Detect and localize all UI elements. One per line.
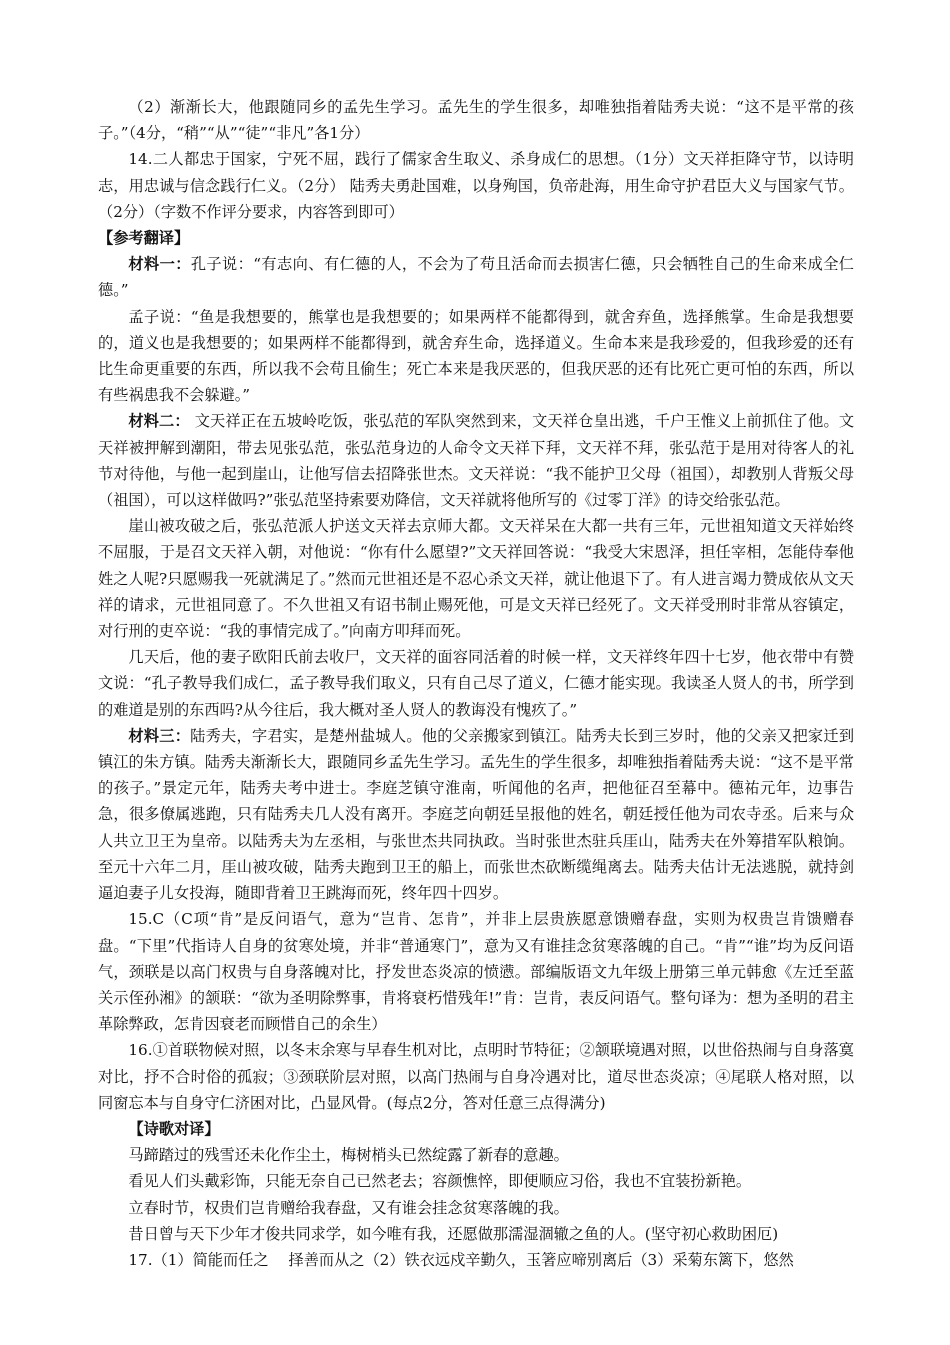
material-1-label: 材料一： [128, 255, 191, 274]
poem-line: 昔日曾与天下少年才俊共同求学，如今唯有我，还愿做那濡湿涸辙之鱼的人。(坚守初心救助困厄) [128, 1224, 779, 1243]
answer-16: 16.①首联物候对照，以冬末余寒与早春生机对比，点明时节特征；②颔联境遇对照，以世俗热闹与自身落寞对比，抒不合时俗的孤寂；③颈联阶层对照，以高门热闹与自身冷遇对比，道尽世态炎凉；④尾联人格对照，以同窗忘本与自身守仁济困对比，凸显风骨。(每点2分，答对任意三点得满分) [98, 1041, 854, 1112]
material-2-paragraph-1 [98, 408, 854, 513]
material-1-paragraph-1 [98, 251, 854, 303]
poem-translation [98, 1142, 854, 1247]
answer-17: 17.（1）简能而任之 择善而从之（2）铁衣远戍辛勤久，玉箸应啼别离后（3）采菊东篱下，悠然 [128, 1250, 794, 1269]
material-2-text-1: 文天祥正在五坡岭吃饭，张弘范的军队突然到来，文天祥仓皇出逃，千户王惟义上前抓住了他。文天祥被押解到潮阳，带去见张弘范，张弘范身边的人命令文天祥下拜，文天祥不拜，张弘范于是用对待客人的礼节对待他，与他一起到崖山，让他写信去招降张世杰。文天祥说：“我不能护卫父母（祖国），却教别人背叛父母（祖国），可以这样做吗?”张弘范坚持索要劝降信，文天祥就将他所写的《过零丁洋》的诗交给张弘范。 [98, 412, 855, 510]
material-3-text-1: 陆秀夫，字君实，是楚州盐城人。他的父亲搬家到镇江。陆秀夫长到三岁时，他的父亲又把家迁到镇江的朱方镇。陆秀夫渐渐长大，跟随同乡孟先生学习。孟先生的学生很多，却唯独指着陆秀夫说：“这不是平常的孩子。”景定元年，陆秀夫考中进士。李庭芝镇守淮南，听闻他的名声，把他征召至幕中。德祐元年，边事告急，很多僚属逃跑，只有陆秀夫几人没有离开。李庭芝向朝廷呈报他的姓名，朝廷授任他为司农寺丞。后来与众人共立卫王为皇帝。以陆秀夫为左丞相，与张世杰共同执政。当时张世杰驻兵厓山，陆秀夫在外筹措军队粮饷。至元十六年二月，厓山被攻破，陆秀夫跑到卫王的船上，而张世杰砍断缆绳离去。陆秀夫估计无法逃脱，就持剑逼迫妻子儿女投海，随即背着卫王跳海而死，终年四十四岁。 [98, 726, 855, 903]
answer-14: 14.二人都忠于国家，宁死不屈，践行了儒家舍生取义、杀身成仁的思想。（1分）文天祥拒降守节，以诗明志，用忠诚与信念践行仁义。（2分） 陆秀夫勇赴国难，以身殉国，负帝赴海，用生命守护君臣大义与国家气节。（2分）（字数不作评分要求，内容答到即可） [98, 150, 854, 221]
material-1-text-1: 孔子说：“有志向、有仁德的人，不会为了苟且活命而去损害仁德，只会牺牲自己的生命来成全仁德。” [98, 255, 854, 300]
material-3-paragraph-1 [98, 723, 854, 906]
poem-translation-heading: 【诗歌对译】 [128, 1119, 220, 1138]
poem-line: 马蹄踏过的残雪还未化作尘土，梅树梢头已然绽露了新春的意趣。 [128, 1146, 569, 1165]
material-3-label: 材料三： [128, 726, 191, 745]
poem-line: 立春时节，权贵们岂肯赠给我春盘，又有谁会挂念贫寒落魄的我。 [128, 1198, 569, 1217]
poem-line: 看见人们头戴彩饰，只能无奈自己已然老去；容颜憔悴，即便顺应习俗，我也不宜装扮新艳。 [128, 1172, 752, 1191]
material-1-paragraph-2: 孟子说：“鱼是我想要的，熊掌也是我想要的；如果两样不能都得到，就舍弃鱼，选择熊掌。生命是我想要的，道义也是我想要的；如果两样不能都得到，就舍弃生命，选择道义。生命本来是我珍爱的，但我珍爱的还有比生命更重要的东西，所以我不会苟且偷生；死亡本来是我厌恶的，但我厌恶的还有比死亡更可怕的东西，所以有些祸患我不会躲避。” [98, 307, 854, 405]
answer-15: 15.C（C项“肯”是反问语气，意为“岂肯、怎肯”，并非上层贵族愿意馈赠春盘，实则为权贵岂肯馈赠春盘。“下里”代指诗人自身的贫寒处境，并非“普通寒门”，意为又有谁挂念贫寒落魄的自己。“肯”“谁”均为反问语气，颈联是以高门权贵与自身落魄对比，抒发世态炎凉的愤懑。部编版语文九年级上册第三单元韩愈《左迁至蓝关示侄孙湘》的颔联：“欲为圣明除弊事，肯将衰朽惜残年!”肯：岂肯，表反问语气。整句译为：想为圣明的君主革除弊政，怎肯因衰老而顾惜自己的余生） [98, 910, 854, 1034]
material-2-paragraph-2: 崖山被攻破之后，张弘范派人护送文天祥去京师大都。文天祥呆在大都一共有三年，元世祖知道文天祥始终不屈服，于是召文天祥入朝，对他说：“你有什么愿望?”文天祥回答说：“我受大宋恩泽，担任宰相，怎能侍奉他姓之人呢?只愿赐我一死就满足了。”然而元世祖还是不忍心杀文天祥，就让他退下了。有人进言竭力赞成依从文天祥的请求，元世祖同意了。不久世祖又有诏书制止赐死他，可是文天祥已经死了。文天祥受刑时非常从容镇定，对行刑的吏卒说：“我的事情完成了。”向南方叩拜而死。 [98, 517, 854, 641]
material-2-label: 材料二： [128, 412, 190, 431]
reference-translation-heading: 【参考翻译】 [98, 229, 190, 248]
material-2-paragraph-3: 几天后，他的妻子欧阳氏前去收尸，文天祥的面容同活着的时候一样，文天祥终年四十七岁，他衣带中有赞文说：“孔子教导我们成仁，孟子教导我们取义，只有自己尽了道义，仁德才能实现。我读圣人贤人的书，所学到的难道是别的东西吗?从今往后，我大概对圣人贤人的教诲没有愧疚了。” [98, 648, 854, 719]
answer-13-2: （2）渐渐长大，他跟随同乡的孟先生学习。孟先生的学生很多，却唯独指着陆秀夫说：“这不是平常的孩子。”（4分，“稍”“从”“徒”“非凡”各1分） [98, 98, 854, 143]
